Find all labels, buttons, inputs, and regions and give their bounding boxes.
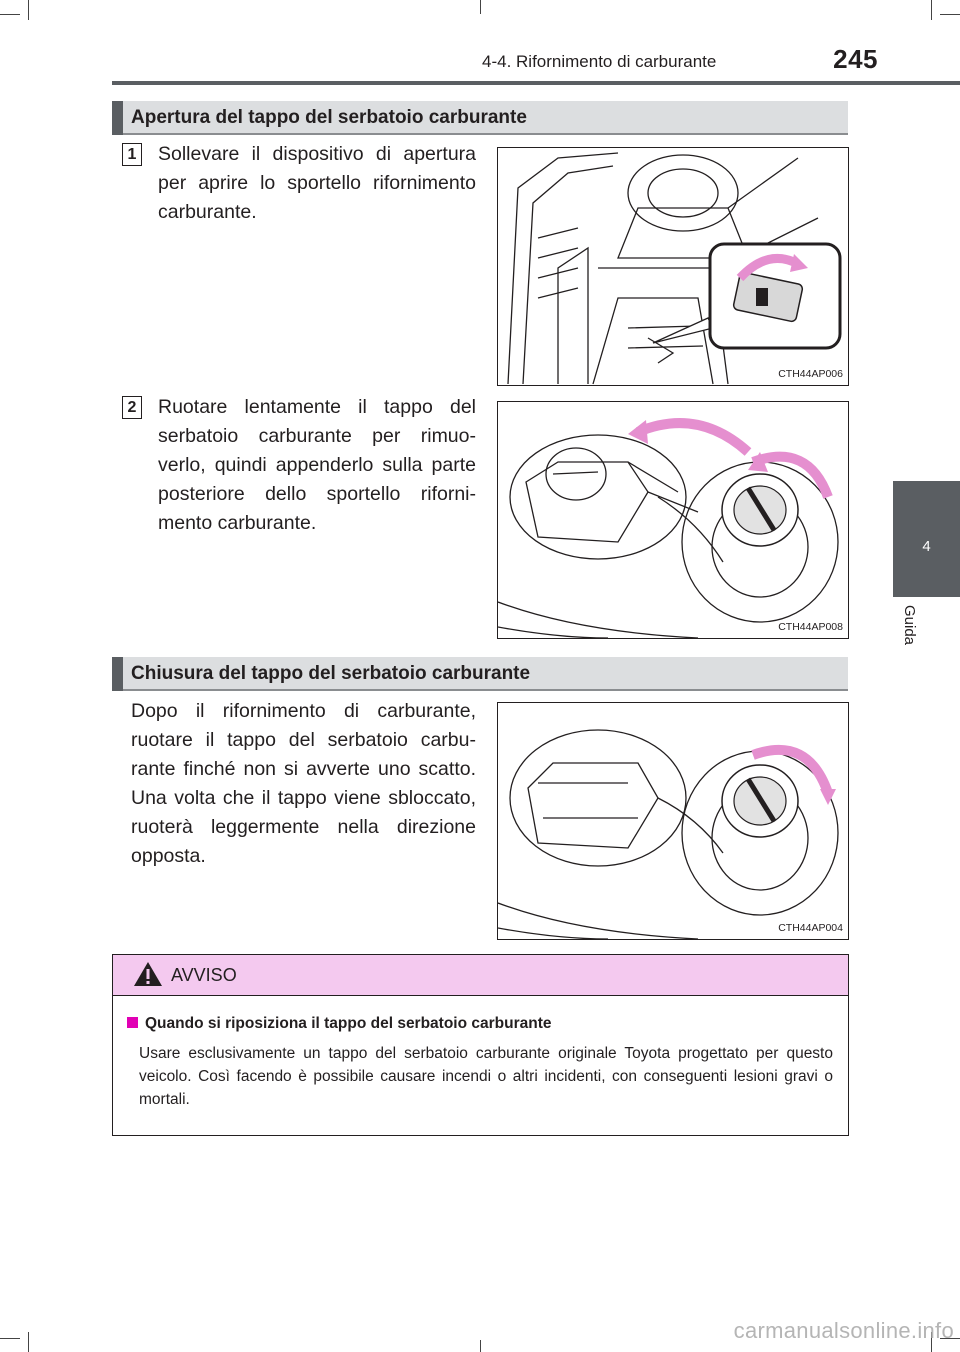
warning-subtitle: Quando si riposiziona il tappo del serbatoio carburante	[145, 1015, 552, 1032]
step-text: Ruotare lentamente il tappo del serbatoio carburante per rimuo-verlo, quindi appenderlo sulla parte posteriore dello sportello riforni-mento carburante.	[158, 396, 476, 534]
crop-mark	[0, 14, 20, 15]
step-text: Sollevare il dispositivo di apertura per aprire lo sportello rifornimento carburante.	[158, 143, 476, 223]
crop-mark	[0, 1338, 20, 1339]
section-title: Chiusura del tappo del serbatoio carburante	[131, 663, 531, 684]
figure-remove-cap	[497, 401, 849, 639]
warning-header	[113, 955, 848, 996]
cap-removal-illustration	[498, 402, 848, 638]
crop-mark	[480, 1340, 481, 1352]
crop-mark	[28, 1332, 29, 1352]
warning-title: AVVISO	[171, 965, 237, 985]
figure-code: CTH44AP004	[778, 922, 843, 934]
chapter-number: 4	[922, 538, 931, 555]
section-title: Apertura del tappo del serbatoio carburante	[131, 107, 527, 128]
crop-mark	[940, 14, 960, 15]
page-number: 245	[833, 44, 878, 74]
bullet-square-icon	[127, 1017, 138, 1028]
warning-triangle-icon	[133, 960, 163, 988]
watermark: carmanualsonline.info	[733, 1318, 954, 1343]
section-header-opening	[112, 101, 848, 135]
figure-code: CTH44AP008	[778, 621, 843, 633]
warning-subtitle-row	[127, 1015, 552, 1033]
chapter-label-text: Guida	[901, 605, 918, 646]
crop-mark	[28, 0, 29, 20]
chapter-label	[898, 605, 922, 665]
step-number: 1	[122, 143, 142, 166]
crop-mark	[931, 0, 932, 20]
figure-close-cap	[497, 702, 849, 940]
section-header-accent	[112, 101, 123, 135]
figure-fuel-door-opener	[497, 147, 849, 386]
section-header-closing	[112, 657, 848, 691]
step-number: 2	[122, 396, 142, 419]
cap-closing-illustration	[498, 703, 848, 939]
warning-body: Usare esclusivamente un tappo del serbatoio carburante originale Toyota progettato per questo veicolo. Così facendo è possibile causare incendi o altri incidenti, con conseguenti lesioni gravi o mortali.	[139, 1045, 833, 1108]
section-header-accent	[112, 657, 123, 691]
crop-mark	[480, 0, 481, 14]
figure-code: CTH44AP006	[778, 368, 843, 380]
header-rule	[112, 81, 960, 85]
door-sill-illustration	[498, 148, 848, 385]
warning-box	[112, 954, 849, 1136]
closing-instructions: Dopo il rifornimento di carburante, ruotare il tappo del serbatoio carbu-rante finché non si avverte uno scatto. Una volta che il tappo viene sbloccato, ruoterà leggermente nella direzione opposta.	[131, 700, 476, 867]
section-reference: 4-4. Rifornimento di carburante	[482, 52, 717, 71]
